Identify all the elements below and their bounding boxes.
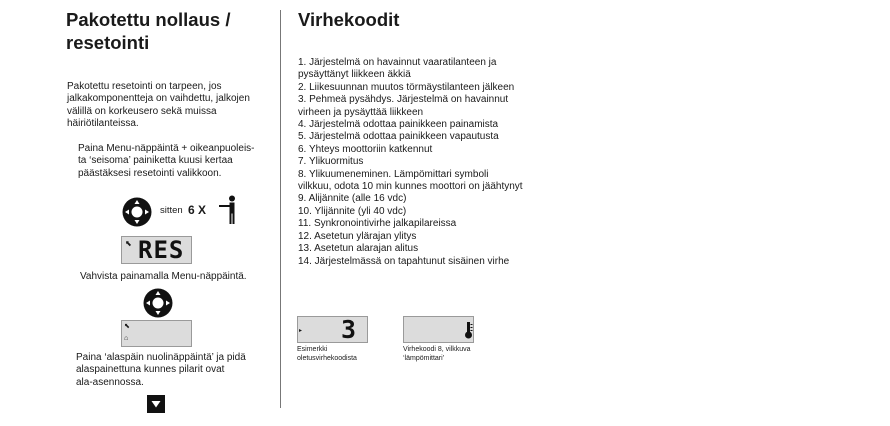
list-item: 4. Järjestelmä odottaa painikkeen painamista xyxy=(298,119,499,131)
column-divider xyxy=(280,10,281,408)
indicator-icon: ▸ xyxy=(299,328,303,334)
reset-intro-text: Pakotettu resetointi on tarpeen, jos jalkakomponentteja on vaihdettu, jalkojen välillä on korkeusero sekä muissa häiriötilanteissa. xyxy=(67,81,250,130)
list-item: 13. Asetetun alarajan alitus xyxy=(298,243,419,255)
reset-instruction-text: Paina Menu-näppäintä + oikeanpuoleis- ta ‘seisoma’ painiketta kuusi kertaa päästäksesi resetointi valikkoon. xyxy=(78,143,255,179)
caption-example: Esimerkki oletusvirhekoodista xyxy=(297,346,357,362)
arrow-indicator-icon: ⬉ xyxy=(125,239,132,248)
list-item: 14. Järjestelmässä on tapahtunut sisäinen virhe xyxy=(298,255,510,267)
lcd-display-res xyxy=(121,236,192,264)
control-pad-icon-2 xyxy=(143,288,173,318)
list-item: 1. Järjestelmä on havainnut vaaratilanteen ja pysäyttänyt liikkeen äkkiä xyxy=(298,57,497,81)
list-item: 3. Pehmeä pysähdys. Järjestelmä on havainnut virheen ja pysäyttää liikkeen xyxy=(298,94,509,118)
lcd-res-text: RES xyxy=(138,236,185,264)
lock-indicator-icon: ⌂ xyxy=(124,335,129,342)
lcd-example-digit: 3 xyxy=(341,315,358,344)
list-item: 8. Ylikuumeneminen. Lämpömittari symboli vilkkuu, odota 10 min kunnes moottori on jäähtynyt xyxy=(298,168,523,193)
then-label: sitten xyxy=(160,205,183,216)
down-arrow-button-icon xyxy=(147,395,165,413)
thermometer-icon xyxy=(464,321,473,339)
lcd-example-error xyxy=(297,316,368,343)
list-item: 11. Synkronointivirhe jalkapilareissa xyxy=(298,218,457,230)
confirm-text: Vahvista painamalla Menu-näppäintä. xyxy=(80,271,247,282)
list-item: 9. Alijännite (alle 16 vdc) xyxy=(298,193,407,205)
list-item: 12. Asetetun ylärajan ylitys xyxy=(298,230,417,242)
times-label: 6 X xyxy=(188,203,207,217)
list-item: 5. Järjestelmä odottaa painikkeen vapautusta xyxy=(298,131,499,143)
list-item: 10. Ylijännite (yli 40 vdc) xyxy=(298,205,407,217)
arrow-indicator-icon: ⬉ xyxy=(124,323,130,330)
lower-instruction-text: Paina ‘alaspäin nuolinäppäintä’ ja pidä alaspainettuna kunnes pilarit ovat ala-asennossa. xyxy=(76,352,246,388)
page-title-error-codes: Virhekoodit xyxy=(298,9,400,30)
caption-thermometer: Virhekoodi 8, vilkkuva ‘lämpömittari’ xyxy=(403,346,471,362)
lcd-display-blank xyxy=(121,320,192,347)
page-title-reset: Pakotettu nollaus / resetointi xyxy=(66,9,231,53)
error-code-list xyxy=(298,57,543,268)
list-item: 7. Ylikuormitus xyxy=(298,156,364,168)
standing-person-icon xyxy=(217,195,239,225)
list-item: 2. Liikesuunnan muutos törmäystilanteen jälkeen xyxy=(298,81,515,93)
control-pad-icon xyxy=(122,197,152,227)
list-item: 6. Yhteys moottoriin katkennut xyxy=(298,143,433,155)
lcd-thermometer xyxy=(403,316,474,343)
